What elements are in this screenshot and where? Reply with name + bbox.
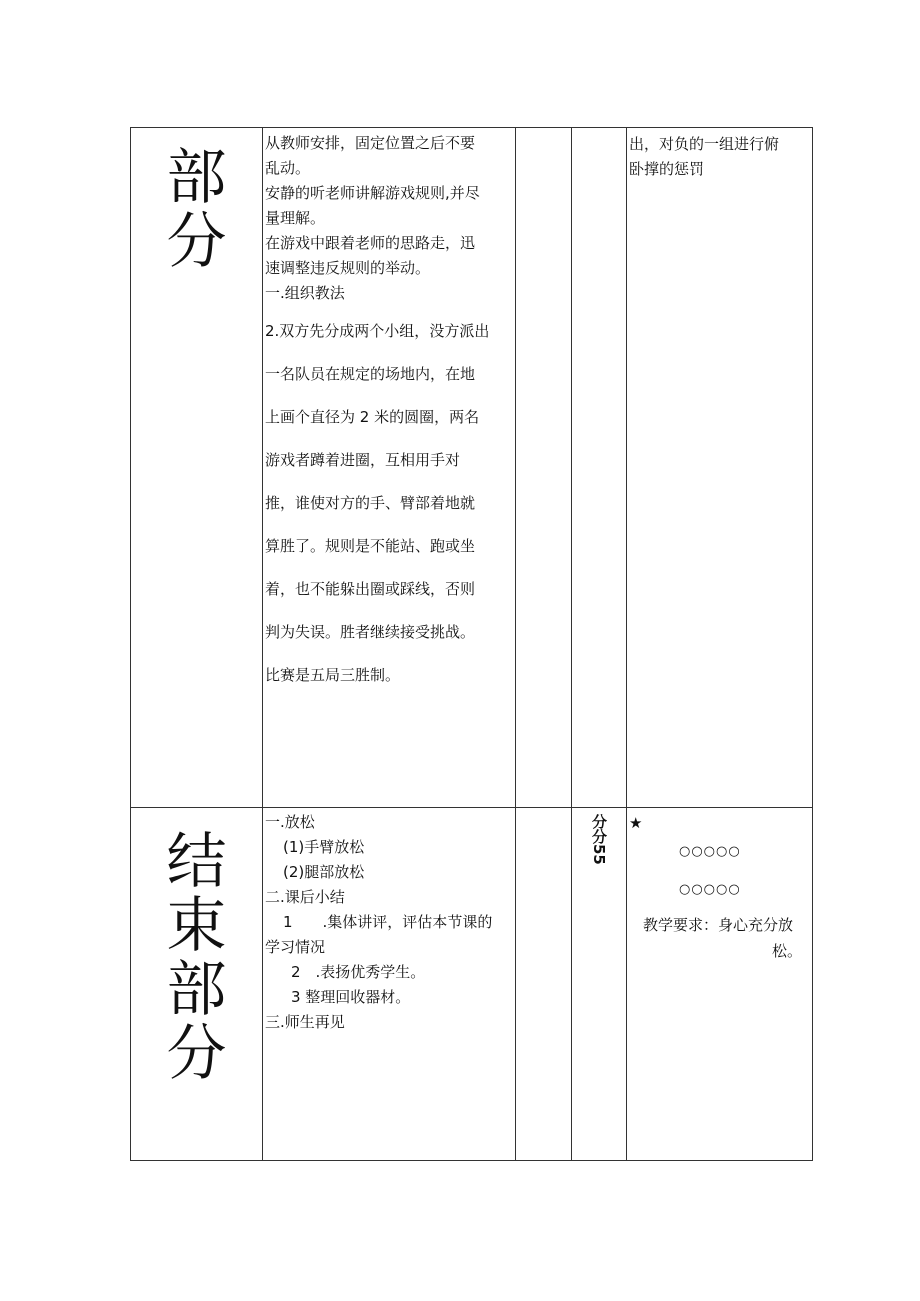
empty-cell bbox=[516, 808, 572, 1161]
lesson-plan-table bbox=[130, 127, 813, 1161]
formation-circles: ○○○○○ bbox=[679, 844, 741, 859]
section-title-cell bbox=[131, 808, 263, 1161]
table-row bbox=[131, 128, 813, 808]
notes-cell bbox=[627, 808, 813, 1161]
notes-cell bbox=[627, 128, 813, 808]
star-icon: ★ bbox=[629, 814, 643, 832]
section-title-cell bbox=[131, 128, 263, 808]
content-cell bbox=[263, 128, 516, 808]
empty-cell bbox=[516, 128, 572, 808]
content-cell bbox=[263, 808, 516, 1161]
time-label: 分分55 bbox=[590, 814, 608, 865]
section-title: 结 束 部 分 bbox=[166, 827, 227, 1089]
time-cell bbox=[572, 128, 627, 808]
teaching-requirement: 教学要求：身心充分放 松。 bbox=[643, 916, 802, 960]
notes-text: 出，对负的一组进行俯 卧撑的惩罚 bbox=[629, 135, 780, 178]
time-cell bbox=[572, 808, 627, 1161]
section-title: 部 分 bbox=[166, 143, 227, 277]
table-row bbox=[131, 808, 813, 1161]
content-text: 从教师安排，固定位置之后不要 乱动。 安静的听老师讲解游戏规则,并尽 量理解。 在游戏中跟着老师的思路走，迅 速调整违反规则的举动。 一.组织教法 2.双方先分成两个小组，没方派出 一名队员在规定的场地内，在地 上画个直径为 2 米的圆圈，两名 游戏者蹲着进圈，互相用手对 推，谁使对方的手、臂部着地就 算胜了。规则是不能站、跑或坐 着，也不能躲出圈或踩线，否则 判为失误。胜者继续接受挑战。 比赛是五局三胜制。 bbox=[263, 128, 515, 697]
formation-circles: ○○○○○ bbox=[679, 882, 741, 897]
content-text: 一.放松 (1)手臂放松 (2)腿部放松 二.课后小结 1 .集体讲评，评估本节课的 学习情况 2 .表扬优秀学生。 3 整理回收器材。 三.师生再见 bbox=[265, 813, 493, 1031]
method-text: 2.双方先分成两个小组，没方派出 一名队员在规定的场地内，在地 上画个直径为 2 米的圆圈，两名 游戏者蹲着进圈，互相用手对 推，谁使对方的手、臂部着地就 算胜了。规则是不能站、跑或坐 着，也不能躲出圈或踩线，否则 判为失误。胜者继续接受挑战。 比赛是五局三胜制。 bbox=[265, 322, 490, 684]
